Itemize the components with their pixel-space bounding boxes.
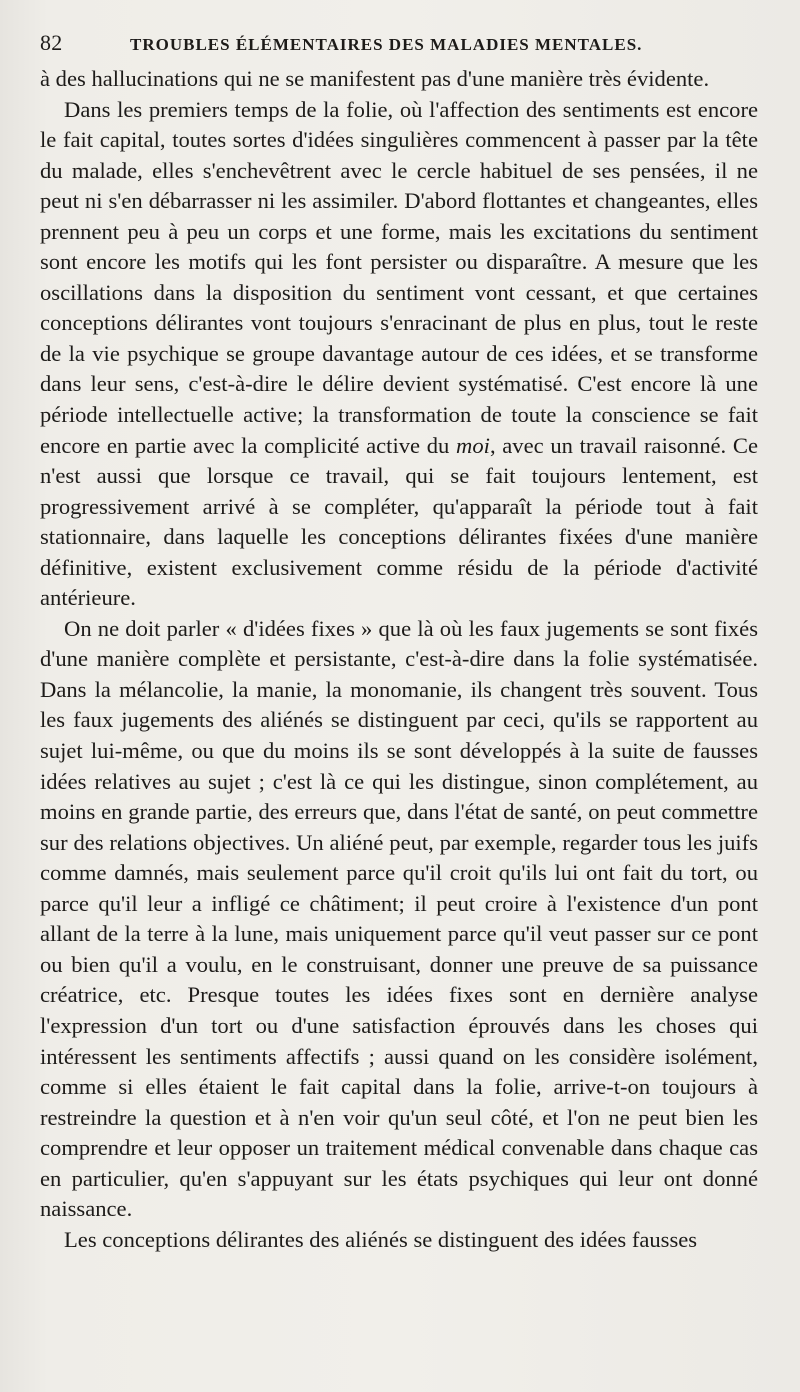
running-head <box>40 30 758 64</box>
paragraph-folie-periods <box>40 95 758 614</box>
paragraph-text: Dans les premiers temps de la folie, où l'affection des sentiments est encore le fait capital, toutes sortes d'idées singulières commencent à passer par la tête du malade, elles s'enchevêtrent avec le cercle habituel de ses pensées, il ne peut ni s'en débarrasser ni les assimiler. D'abord flottantes et changeantes, elles prennent peu à peu un corps et une forme, mais les excitations du sentiment sont encore les motifs qui les font persister ou disparaître. A mesure que les oscillations dans la disposition du sentiment vont cessant, et que certaines conceptions délirantes vont toujours s'enracinant de plus en plus, tout le reste de la vie psychique se groupe davantage autour de ces idées, et se transforme dans leur sens, c'est-à-dire le délire devient systématisé. C'est encore là une période intellectuelle active; la transformation de toute la conscience se fait encore en partie avec la complicité active du <box>40 96 758 458</box>
running-title: TROUBLES ÉLÉMENTAIRES DES MALADIES MENTALES. <box>130 35 643 54</box>
paragraph-continuation: à des hallucinations qui ne se manifestent pas d'une manière très évidente. <box>40 66 710 91</box>
paragraph-conceptions-delirantes: Les conceptions délirantes des aliénés se distinguent des idées fausses <box>64 1226 698 1252</box>
page-number: 82 <box>40 30 63 55</box>
paragraph-idees-fixes: On ne doit parler « d'idées fixes » que là où les faux jugements se sont fixés d'une manière complète et persistante, c'est-à-dire dans la folie systématisée. Dans la mélancolie, la manie, la monomanie, ils changent très souvent. Tous les faux jugements des aliénés se distinguent par ceci, qu'ils se rapportent au sujet lui-même, ou que du moins ils se sont développés à la suite de fausses idées relatives au sujet ; c'est là ce qui les distingue, sinon complétement, au moins en grande partie, des erreurs que, dans l'état de santé, on peut commettre sur des relations objectives. Un aliéné peut, par exemple, regarder tous les juifs comme damnés, mais seulement parce qu'il croit qu'ils lui ont fait du tort, ou parce qu'il leur a infligé ce châtiment; il peut croire à l'existence d'un pont allant de la terre à la lune, mais uniquement parce qu'il veut passer sur ce pont ou bien qu'il a voulu, en le construisant, donner une preuve de sa puissance créatrice, etc. Presque toutes les idées fixes sont en dernière analyse l'expression d'un tort ou d'une satisfaction éprouvés dans les choses qui intéressent les sentiments affectifs ; aussi quand on les considère isolément, comme si elles étaient le fait capital dans la folie, arrive-t-on toujours à restreindre la question et à n'en voir qu'un seul côté, et l'on ne peut bien les comprendre et leur opposer un traitement médical convenable dans chaque cas en particulier, qu'en s'appuyant sur les états psychiques qui leur ont donné naissance. <box>40 615 758 1222</box>
italic-word: moi <box>456 432 490 458</box>
paragraph-text: , avec un travail raisonné. Ce n'est aussi que lorsque ce travail, qui se fait toujours lentement, est progressivement arrivé à se compléter, qu'apparaît la période tout à fait stationnaire, dans laquelle les conceptions délirantes fixées d'une manière définitive, existent exclusivement comme résidu de la période d'activité antérieure. <box>40 432 758 611</box>
body-text <box>40 64 758 1255</box>
